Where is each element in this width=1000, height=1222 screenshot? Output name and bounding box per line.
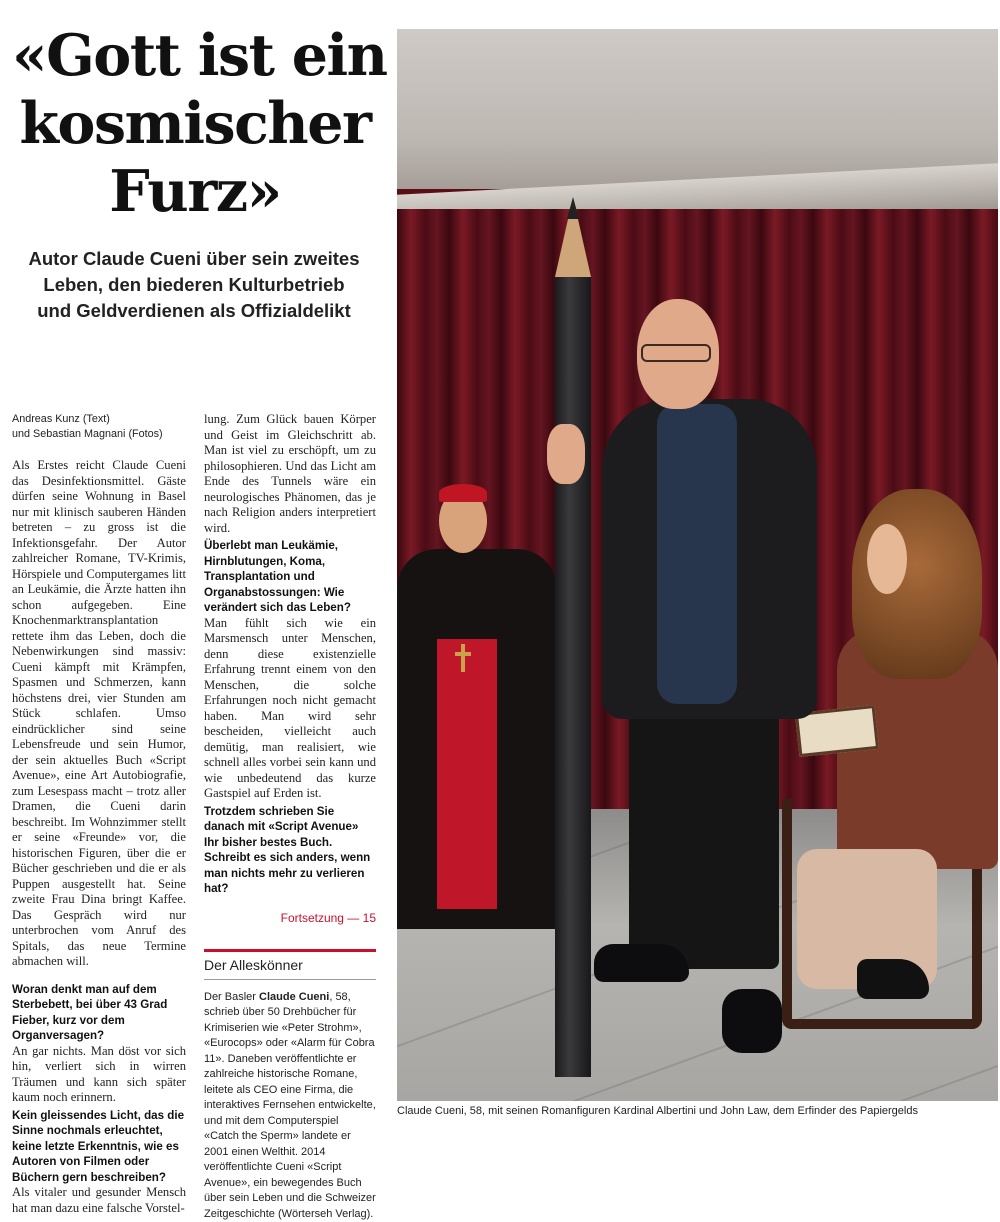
infobox-pre: Der Basler [204, 991, 259, 1003]
article-column-2 [204, 412, 376, 1222]
main-photo [397, 29, 998, 1101]
man-glasses [641, 344, 711, 362]
headline-line: Furz» [12, 158, 378, 226]
man-shoe-left [594, 944, 689, 982]
john-law-figure-wig [852, 489, 982, 679]
john-law-figure-shoe [857, 959, 929, 999]
headline-line: «Gott ist ein [12, 22, 378, 90]
photo-caption: Claude Cueni, 58, mit seinen Romanfiguren Kardinal Albertini und John Law, dem Erfinder des Papiergelds [397, 1104, 1000, 1118]
cross-icon [455, 644, 471, 672]
byline-author: Andreas Kunz (Text) [12, 412, 186, 427]
interview-answer: Als vitaler und gesunder Mensch hat man dazu eine falsche Vorstel- [12, 1185, 186, 1216]
infobox-text: , 58, schrieb über 50 Drehbücher für Krimiserien wie «Peter Strohm», «Eurocops» oder «Alarm für Cobra 11». Daneben veröffentlichte er zahlreiche historische Romane, leitete als CEO eine Firma, die interaktives Fernsehen entwickelte, und mit dem Computerspiel «Catch the Sperm» landete er 2001 einen Welthit. 2014 veröffentlichte Cueni «Script Avenue», ein bewegendes Buch über sein Leben und die Schweizer Zeitgeschichte (Wörterseh Verlag). [204, 991, 376, 1220]
cardinal-figure-sash [437, 639, 497, 909]
infobox-title: Der Alleskönner [204, 957, 376, 980]
interview-question: Woran denkt man auf dem Sterbebett, bei über 43 Grad Fieber, kurz vor dem Organversagen? [12, 982, 186, 1044]
article-intro: Als Erstes reicht Claude Cueni das Desinfektionsmittel. Gäste dürfen seine Wohnung in Basel nur mit klinisch sauberen Händen betreten – zu gross ist die Infektionsgefahr. Der Autor zahlreicher Romane, TV-Krimis, Hörspiele und Computergames litt an Leukämie, die Ärzte hatten ihn schon aufgegeben. Eine Knochenmarktransplantation rettete ihm das Leben, doch die Nebenwirkungen sind massiv: Cueni kämpft mit Krämpfen, Spasmen und Schmerzen, kann höchstens drei, vier Stunden am Stück schlafen. Umso eindrücklicher sind seine Lebensfreude und sein Humor, der sein aktuelles Buch «Script Avenue», eine Art Autobiografie, zum Lesespass macht – trotz aller Dramen, die Cueni darin beschreibt. Im Wohnzimmer stellt er seine «Freunde» vor, die historischen Figuren, über die er Bücher geschrieben und die er als Puppen ausgestellt hat. Seine zweite Frau Dina bringt Kaffee. Das Gespräch wird nur unterbrochen vom Anruf des Spitals, das neue Termine abmachen will. [12, 458, 186, 970]
byline-photographer: und Sebastian Magnani (Fotos) [12, 427, 186, 442]
continuation-link[interactable]: Fortsetzung — 15 [204, 911, 376, 925]
infobox-name: Claude Cueni [259, 991, 329, 1003]
headline-line: kosmischer [12, 90, 378, 158]
infobox-body [204, 990, 376, 1222]
man-hand [547, 424, 585, 484]
photo-ceiling [397, 29, 998, 189]
pencil-body [555, 277, 591, 1077]
interview-question: Trotzdem schrieben Sie danach mit «Script Avenue» Ihr bisher bestes Buch. Schreibt es sich anders, wenn man nichts mehr zu verlieren hat? [204, 804, 376, 897]
subheadline-line: Leben, den biederen Kulturbetrieb [10, 272, 378, 298]
article-column-1 [12, 412, 186, 1218]
john-law-figure-face [867, 524, 907, 594]
cardinal-figure-cap [439, 484, 487, 502]
man-shoe-right [722, 989, 782, 1053]
interview-answer: Man fühlt sich wie ein Marsmensch unter Menschen, denn diese existenzielle Erfahrung trennt einem von den Menschen, die solche Erfahrungen noch nicht gemacht haben. Man wird sehr bescheiden, vielleicht auch demütig, man realisiert, wie schnell alles vorbei sein kann und wie unbedeutend das kurze Gastspiel auf Erden ist. [204, 616, 376, 802]
headline [12, 22, 378, 226]
man-shirt [657, 404, 737, 704]
interview-question: Überlebt man Leukämie, Hirnblutungen, Koma, Transplantation und Organabstossungen: Wie verändert sich das Leben? [204, 538, 376, 616]
interview-question: Kein gleissendes Licht, das die Sinne nochmals erleuchtet, keine letzte Erkenntnis, wie es Autoren von Filmen oder Büchern gern beschreiben? [12, 1108, 186, 1186]
pencil-lead [567, 197, 579, 219]
subheadline-line: und Geldverdienen als Offizialdelikt [10, 298, 378, 324]
subheadline [10, 246, 378, 324]
subheadline-line: Autor Claude Cueni über sein zweites [10, 246, 378, 272]
giant-pencil [555, 197, 591, 1077]
man-legs [629, 709, 779, 969]
interview-answer: An gar nichts. Man döst vor sich hin, verliert sich in wirren Träumen und kann sich später kaum noch erinnern. [12, 1044, 186, 1106]
infobox-rule [204, 949, 376, 952]
byline [12, 412, 186, 442]
interview-answer: lung. Zum Glück bauen Körper und Geist im Gleichschritt ab. Man ist viel zu erschöpft, um zu philosophieren. Und das Licht am Ende des Tunnels wäre ein neurologisches Phänomen, das je nach Religion anders interpretiert wird. [204, 412, 376, 536]
